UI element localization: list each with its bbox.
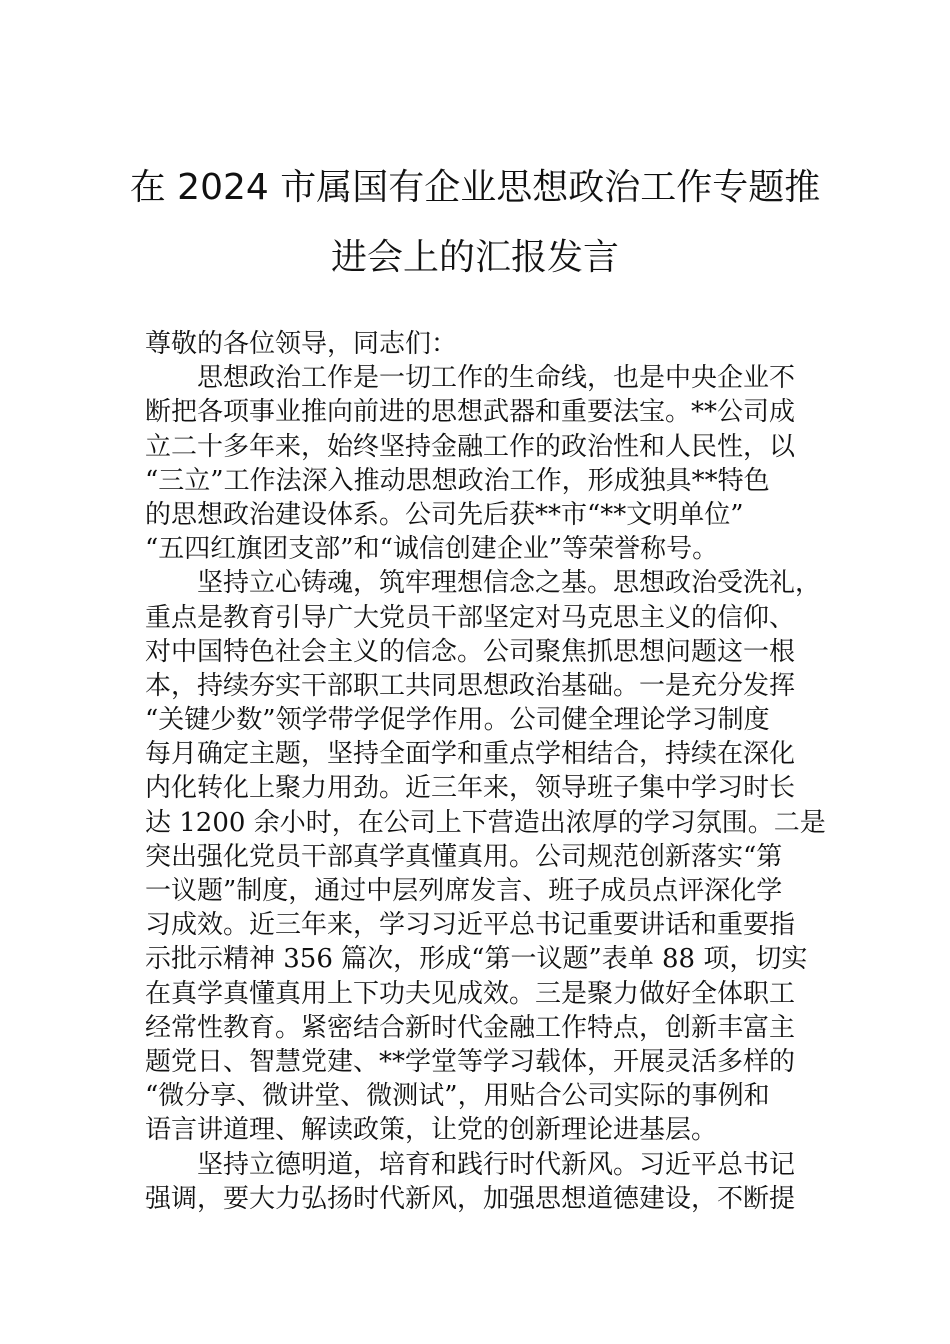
text-line: 断把各项事业推向前进的思想武器和重要法宝。**公司成 [145, 397, 796, 428]
text-line: 立二十多年来，始终坚持金融工作的政治性和人民性，以 [145, 431, 796, 462]
text-line: “关键少数”领学带学促学作用。公司健全理论学习制度 [145, 705, 770, 736]
text-line: “三立”工作法深入推动思想政治工作，形成独具**特色 [145, 465, 770, 496]
text-line: 经常性教育。紧密结合新时代金融工作特点，创新丰富主 [145, 1012, 796, 1043]
text-line: 突出强化党员干部真学真懂真用。公司规范创新落实“第 [145, 841, 783, 872]
text-line: 内化转化上聚力用劲。近三年来，领导班子集中学习时长 [145, 773, 796, 804]
text-line: 语言讲道理、解读政策，让党的创新理论进基层。 [145, 1115, 718, 1146]
document-title-line-2: 进会上的汇报发言 [330, 237, 619, 278]
text-line: 每月确定主题，坚持全面学和重点学相结合，持续在深化 [145, 739, 796, 770]
text-line: 本，持续夯实干部职工共同思想政治基础。一是充分发挥 [145, 670, 796, 701]
text-line: 强调，要大力弘扬时代新风，加强思想道德建设，不断提 [145, 1183, 796, 1214]
text-line: “五四红旗团支部”和“诚信创建企业”等荣誉称号。 [145, 534, 719, 565]
text-line: 达 1200 余小时，在公司上下营造出浓厚的学习氛围。二是 [145, 807, 826, 838]
text-line: 题党日、智慧党建、**学堂等学习载体，开展灵活多样的 [145, 1046, 796, 1077]
text-line: 一议题”制度，通过中层列席发言、班子成员点评深化学 [145, 876, 783, 906]
text-line: 思想政治工作是一切工作的生命线，也是中央企业不 [197, 363, 796, 394]
document-title-line-1: 在 2024 市属国有企业思想政治工作专题推 [129, 167, 821, 208]
text-line: 的思想政治建设体系。公司先后获**市“**文明单位” [145, 499, 744, 530]
text-line: 示批示精神 356 篇次，形成“第一议题”表单 88 项，切实 [145, 944, 808, 975]
text-line: 习成效。近三年来，学习习近平总书记重要讲话和重要指 [145, 910, 796, 941]
text-line: 尊敬的各位领导，同志们： [145, 329, 458, 359]
text-line: 在真学真懂真用上下功夫见成效。三是聚力做好全体职工 [145, 978, 796, 1009]
text-line: “微分享、微讲堂、微测试”，用贴合公司实际的事例和 [145, 1081, 770, 1112]
text-line: 重点是教育引导广大党员干部坚定对马克思主义的信仰、 [145, 602, 796, 633]
text-line: 对中国特色社会主义的信念。公司聚焦抓思想问题这一根 [145, 636, 796, 667]
text-line: 坚持立德明道，培育和践行时代新风。习近平总书记 [197, 1149, 796, 1180]
text-line: 坚持立心铸魂，筑牢理想信念之基。思想政治受洗礼， [197, 568, 822, 599]
document-body [145, 327, 835, 1216]
